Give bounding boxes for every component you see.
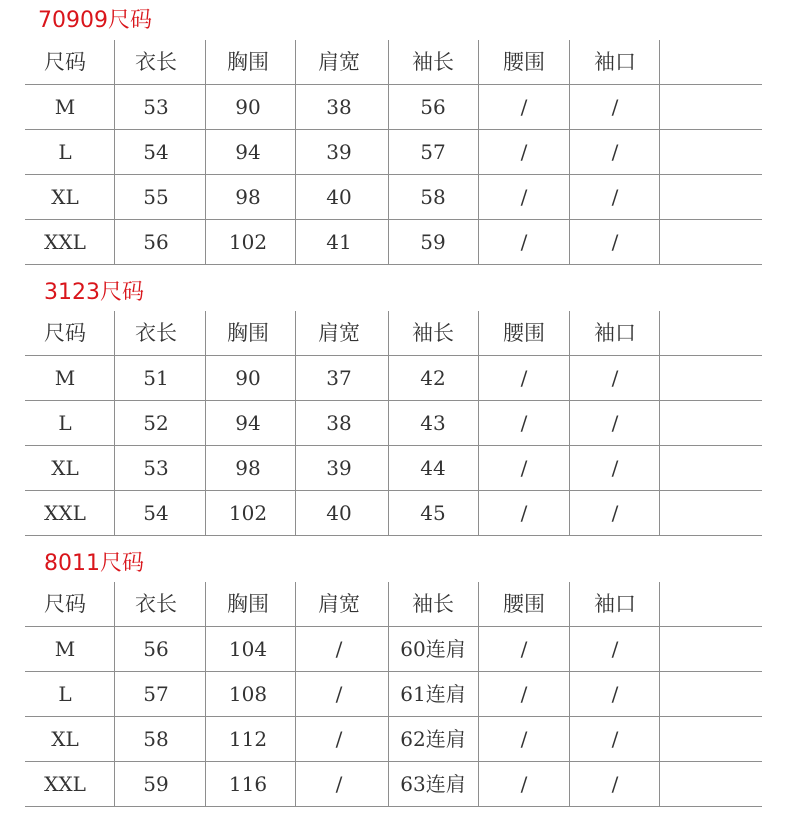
size-label-cell: XXL [44, 501, 86, 525]
table-row [25, 446, 762, 491]
column-header: 腰围 [503, 321, 545, 345]
measurement-cell: 45 [420, 501, 446, 525]
measurement-cell: 98 [235, 456, 261, 480]
column-divider [205, 582, 206, 807]
table-row [25, 717, 762, 762]
measurement-cell: / [520, 95, 528, 119]
measurement-cell: 56 [143, 230, 169, 254]
measurement-cell: 59 [143, 772, 169, 796]
measurement-cell: 53 [143, 456, 169, 480]
table-row [25, 672, 762, 717]
column-divider [659, 311, 660, 536]
measurement-cell: 54 [143, 501, 169, 525]
column-divider [388, 582, 389, 807]
column-header: 肩宽 [318, 592, 360, 616]
measurement-cell: 40 [326, 185, 352, 209]
measurement-cell: 59 [420, 230, 446, 254]
measurement-cell: 62连肩 [400, 727, 466, 751]
column-header: 胸围 [227, 592, 269, 616]
column-header: 肩宽 [318, 50, 360, 74]
section-title: 3123尺码 [44, 280, 144, 305]
column-divider [388, 311, 389, 536]
measurement-cell: 53 [143, 95, 169, 119]
measurement-cell: 52 [143, 411, 169, 435]
measurement-cell: / [611, 411, 619, 435]
measurement-cell: / [611, 727, 619, 751]
measurement-cell: / [520, 456, 528, 480]
measurement-cell: / [611, 456, 619, 480]
measurement-cell: / [520, 682, 528, 706]
measurement-cell: / [611, 637, 619, 661]
measurement-cell: 58 [420, 185, 446, 209]
measurement-cell: 38 [326, 411, 352, 435]
measurement-cell: / [520, 185, 528, 209]
measurement-cell: / [335, 727, 343, 751]
measurement-cell: 57 [143, 682, 169, 706]
column-header: 衣长 [135, 321, 177, 345]
size-label-cell: XXL [44, 772, 86, 796]
measurement-cell: / [520, 230, 528, 254]
table-row [25, 762, 762, 807]
column-header: 胸围 [227, 321, 269, 345]
measurement-cell: 108 [228, 682, 268, 706]
column-divider [569, 582, 570, 807]
size-label-cell: L [58, 140, 72, 164]
measurement-cell: / [611, 140, 619, 164]
size-label-cell: L [58, 682, 72, 706]
measurement-cell: 116 [228, 772, 268, 796]
measurement-cell: / [520, 501, 528, 525]
column-header: 尺码 [44, 50, 86, 74]
measurement-cell: 44 [420, 456, 446, 480]
measurement-cell: 94 [235, 411, 261, 435]
measurement-cell: / [335, 637, 343, 661]
measurement-cell: 55 [143, 185, 169, 209]
measurement-cell: 37 [326, 366, 352, 390]
measurement-cell: 41 [326, 230, 352, 254]
measurement-cell: 57 [420, 140, 446, 164]
size-label-cell: XL [51, 185, 79, 209]
measurement-cell: 40 [326, 501, 352, 525]
column-header: 腰围 [503, 50, 545, 74]
column-divider [295, 40, 296, 265]
column-header: 肩宽 [318, 321, 360, 345]
table-header-row [25, 582, 762, 627]
column-header: 袖长 [412, 321, 454, 345]
size-table [25, 582, 762, 807]
measurement-cell: 51 [143, 366, 169, 390]
column-divider [569, 311, 570, 536]
column-divider [478, 311, 479, 536]
measurement-cell: 39 [326, 456, 352, 480]
measurement-cell: / [611, 230, 619, 254]
measurement-cell: 54 [143, 140, 169, 164]
measurement-cell: 42 [420, 366, 446, 390]
size-label-cell: XL [51, 456, 79, 480]
column-divider [114, 311, 115, 536]
column-header: 袖长 [412, 50, 454, 74]
column-header: 衣长 [135, 50, 177, 74]
measurement-cell: / [520, 637, 528, 661]
table-row [25, 130, 762, 175]
measurement-cell: / [611, 366, 619, 390]
column-divider [478, 40, 479, 265]
measurement-cell: 102 [228, 501, 268, 525]
table-row [25, 85, 762, 130]
column-divider [478, 582, 479, 807]
table-row [25, 175, 762, 220]
measurement-cell: 102 [228, 230, 268, 254]
column-divider [205, 311, 206, 536]
measurement-cell: / [520, 772, 528, 796]
measurement-cell: 90 [235, 366, 261, 390]
column-divider [659, 582, 660, 807]
column-divider [114, 40, 115, 265]
measurement-cell: / [335, 772, 343, 796]
measurement-cell: 60连肩 [400, 637, 466, 661]
measurement-cell: / [520, 411, 528, 435]
measurement-cell: / [520, 727, 528, 751]
column-header: 袖口 [594, 592, 636, 616]
measurement-cell: 98 [235, 185, 261, 209]
section-title: 70909尺码 [38, 8, 152, 33]
measurement-cell: 38 [326, 95, 352, 119]
measurement-cell: 104 [228, 637, 268, 661]
column-header: 腰围 [503, 592, 545, 616]
column-header: 袖口 [594, 321, 636, 345]
size-label-cell: M [54, 366, 76, 390]
column-divider [569, 40, 570, 265]
size-table [25, 40, 762, 265]
column-header: 尺码 [44, 321, 86, 345]
measurement-cell: / [611, 95, 619, 119]
measurement-cell: / [335, 682, 343, 706]
measurement-cell: 56 [143, 637, 169, 661]
column-divider [659, 40, 660, 265]
size-label-cell: L [58, 411, 72, 435]
size-label-cell: XL [51, 727, 79, 751]
column-divider [205, 40, 206, 265]
column-divider [295, 582, 296, 807]
size-label-cell: XXL [44, 230, 86, 254]
measurement-cell: / [520, 366, 528, 390]
table-header-row [25, 311, 762, 356]
size-label-cell: M [54, 637, 76, 661]
measurement-cell: 94 [235, 140, 261, 164]
table-row [25, 491, 762, 536]
table-row [25, 356, 762, 401]
table-row [25, 401, 762, 446]
measurement-cell: 39 [326, 140, 352, 164]
measurement-cell: 90 [235, 95, 261, 119]
size-label-cell: M [54, 95, 76, 119]
column-divider [114, 582, 115, 807]
table-header-row [25, 40, 762, 85]
measurement-cell: 56 [420, 95, 446, 119]
measurement-cell: 43 [420, 411, 446, 435]
measurement-cell: / [611, 772, 619, 796]
section-title: 8011尺码 [44, 551, 144, 576]
measurement-cell: / [611, 501, 619, 525]
measurement-cell: 63连肩 [400, 772, 466, 796]
column-header: 尺码 [44, 592, 86, 616]
column-header: 衣长 [135, 592, 177, 616]
column-divider [295, 311, 296, 536]
table-row [25, 220, 762, 265]
measurement-cell: / [611, 682, 619, 706]
column-header: 袖长 [412, 592, 454, 616]
measurement-cell: 61连肩 [400, 682, 466, 706]
column-divider [388, 40, 389, 265]
measurement-cell: / [611, 185, 619, 209]
column-header: 胸围 [227, 50, 269, 74]
table-row [25, 627, 762, 672]
size-table [25, 311, 762, 536]
measurement-cell: 112 [228, 727, 268, 751]
measurement-cell: 58 [143, 727, 169, 751]
measurement-cell: / [520, 140, 528, 164]
column-header: 袖口 [594, 50, 636, 74]
